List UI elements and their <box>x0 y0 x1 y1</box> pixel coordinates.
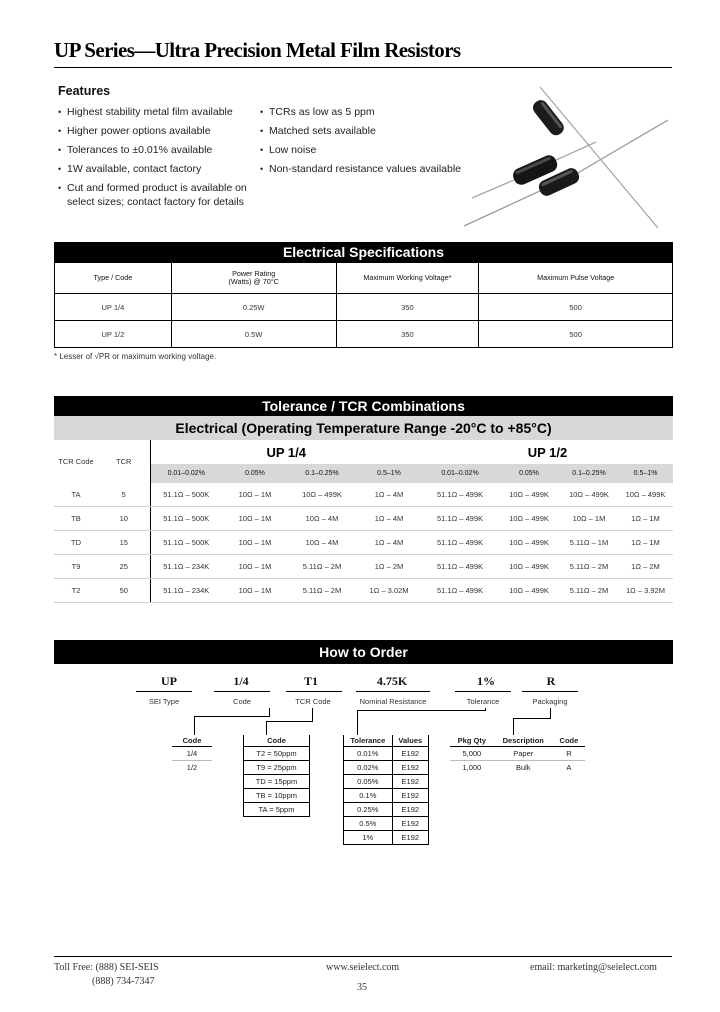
power-rating-header: Power Rating <box>232 269 276 278</box>
order-label-code: Code <box>233 697 251 706</box>
table-cell: 350 <box>336 294 479 321</box>
table-cell: 500 <box>479 321 673 348</box>
connector-line <box>513 718 514 735</box>
table-cell: 0.1% <box>344 789 393 803</box>
page-title: UP Series—Ultra Precision Metal Film Resistors <box>54 38 461 62</box>
table-cell: T2 = 50ppm <box>244 747 310 761</box>
table-row <box>172 761 212 775</box>
column-header <box>171 263 336 294</box>
order-label-resistance: Nominal Resistance <box>359 697 427 706</box>
connector-line <box>357 710 485 711</box>
column-header: Code <box>244 735 310 747</box>
tolerance-header: 0.1–0.25% <box>560 464 618 483</box>
column-header: Type / Code <box>55 263 172 294</box>
table-row <box>244 761 310 775</box>
table-row <box>244 803 310 817</box>
table-cell: 10Ω – 1M <box>222 555 288 579</box>
column-header: Maximum Pulse Voltage <box>479 263 673 294</box>
table-cell: TA <box>54 483 98 507</box>
table-row <box>54 579 673 603</box>
table-cell: 1Ω – 2M <box>618 555 673 579</box>
connector-line <box>194 716 270 717</box>
order-label-packaging: Packaging <box>532 697 568 706</box>
column-header: Code <box>553 735 585 747</box>
how-to-order-title: How to Order <box>54 640 673 664</box>
table-cell: 51.1Ω – 499K <box>422 507 498 531</box>
table-cell: 51.1Ω – 499K <box>422 531 498 555</box>
table-row <box>244 775 310 789</box>
table-cell: 1Ω – 4M <box>356 507 422 531</box>
table-cell: 1Ω – 3.02M <box>356 579 422 603</box>
table-cell: 1/2 <box>186 763 198 772</box>
table-cell: 51.1Ω – 499K <box>422 555 498 579</box>
table-cell: 10Ω – 1M <box>222 507 288 531</box>
table-cell: E192 <box>392 831 428 845</box>
list-item: • TCRs as low as 5 ppm <box>260 103 470 122</box>
table-cell: 1Ω – 3.92M <box>618 579 673 603</box>
order-label-type: SEI Type <box>148 697 180 706</box>
order-underline <box>522 691 578 692</box>
table-cell: TB <box>54 507 98 531</box>
list-item: • Non-standard resistance values available <box>260 160 470 179</box>
table-row <box>244 789 310 803</box>
tcr-combinations-title: Tolerance / TCR Combinations <box>54 396 673 416</box>
column-header: Tolerance <box>344 735 393 747</box>
electrical-specs-title: Electrical Specifications <box>54 242 673 262</box>
table-cell: Bulk <box>515 763 531 772</box>
column-header: Maximum Working Voltage* <box>336 263 479 294</box>
order-label-tolerance: Tolerance <box>466 697 500 706</box>
table-cell: 5 <box>98 483 150 507</box>
table-cell: 51.1Ω – 499K <box>422 483 498 507</box>
table-row <box>344 775 429 789</box>
table-cell: UP 1/2 <box>55 321 172 348</box>
table-cell: 0.01% <box>344 747 393 761</box>
order-code-tolerance: 1% <box>477 674 495 688</box>
table-row <box>344 747 429 761</box>
tcr-code-header: TCR Code <box>58 457 94 466</box>
connector-line <box>266 721 267 735</box>
table-cell: T2 <box>54 579 98 603</box>
table-cell: 1Ω – 2M <box>356 555 422 579</box>
table-cell: 0.02% <box>344 761 393 775</box>
tolerance-header: 0.05% <box>222 464 288 483</box>
table-row <box>344 831 429 845</box>
table-row <box>54 507 673 531</box>
table-cell: 25 <box>98 555 150 579</box>
features-left-list <box>58 103 258 209</box>
order-code-tcr: T1 <box>303 674 318 688</box>
size-code-table <box>172 735 212 774</box>
connector-line <box>513 718 551 719</box>
table-row <box>55 294 673 321</box>
tolerance-header: 0.01–0.02% <box>150 464 222 483</box>
table-cell: 1Ω – 4M <box>356 531 422 555</box>
title-rule <box>54 67 672 68</box>
resistor-photo <box>462 78 674 228</box>
table-cell: 51.1Ω – 500K <box>150 483 222 507</box>
list-item: • Tolerances to ±0.01% available <box>58 141 258 160</box>
tolerance-header: 0.5–1% <box>618 464 673 483</box>
column-header: Pkg Qty <box>450 735 494 747</box>
table-cell: TD <box>54 531 98 555</box>
order-code-resistance: 4.75K <box>376 674 408 688</box>
table-cell: 51.1Ω – 499K <box>422 579 498 603</box>
tolerance-header: 0.01–0.02% <box>422 464 498 483</box>
table-cell: 15 <box>98 531 150 555</box>
table-cell: 1Ω – 4M <box>356 483 422 507</box>
table-cell: 10 <box>98 507 150 531</box>
table-cell: TD = 15ppm <box>244 775 310 789</box>
features-right-list <box>260 103 470 179</box>
table-cell: 1Ω – 1M <box>618 507 673 531</box>
tcr-subtitle: Electrical (Operating Temperature Range -20°C to +85°C) <box>54 416 673 440</box>
connector-line <box>194 716 195 735</box>
table-cell: E192 <box>392 803 428 817</box>
order-code-packaging: R <box>546 674 556 688</box>
page-number: 35 <box>357 982 367 993</box>
table-cell: A <box>566 763 572 772</box>
table-cell: 1Ω – 1M <box>618 531 673 555</box>
table-row <box>54 531 673 555</box>
table-cell: E192 <box>392 817 428 831</box>
table-cell: 51.1Ω – 234K <box>150 579 222 603</box>
table-cell: 10Ω – 4M <box>288 531 356 555</box>
table-cell: 10Ω – 499K <box>498 531 560 555</box>
table-cell: 10Ω – 499K <box>618 483 673 507</box>
connector-line <box>312 708 313 722</box>
table-cell: TB = 10ppm <box>244 789 310 803</box>
table-cell: 0.5% <box>344 817 393 831</box>
order-code-type: UP <box>161 674 177 688</box>
table-cell: UP 1/4 <box>55 294 172 321</box>
table-cell: 5.11Ω – 1M <box>560 531 618 555</box>
order-underline <box>356 691 430 692</box>
table-row <box>172 747 212 761</box>
table-cell: 10Ω – 1M <box>560 507 618 531</box>
table-cell: 5.11Ω – 2M <box>288 555 356 579</box>
table-row <box>450 747 585 761</box>
list-item: • Matched sets available <box>260 122 470 141</box>
list-item: • Highest stability metal film available <box>58 103 258 122</box>
list-item <box>58 179 258 209</box>
table-cell: 0.5W <box>171 321 336 348</box>
table-cell: 10Ω – 499K <box>498 507 560 531</box>
table-row <box>344 761 429 775</box>
tolerance-table <box>343 735 429 845</box>
table-row <box>344 789 429 803</box>
table-row <box>54 555 673 579</box>
up12-group-header: UP 1/2 <box>527 444 568 460</box>
table-cell: E192 <box>392 761 428 775</box>
table-cell: 51.1Ω – 234K <box>150 555 222 579</box>
table-cell: TA = 5ppm <box>258 805 295 814</box>
table-cell: 5,000 <box>450 747 494 761</box>
table-row <box>344 817 429 831</box>
connector-line <box>269 708 270 717</box>
table-cell: 10Ω – 1M <box>222 531 288 555</box>
list-item: • Higher power options available <box>58 122 258 141</box>
table-cell: 500 <box>479 294 673 321</box>
power-rating-subheader: (Watts) @ 70°C <box>228 277 279 286</box>
table-row <box>54 483 673 507</box>
table-cell: 1,000 <box>462 763 482 772</box>
table-cell: 0.05% <box>344 775 393 789</box>
order-underline <box>136 691 192 692</box>
table-cell: 50 <box>98 579 150 603</box>
table-cell: E192 <box>392 789 428 803</box>
list-item-cont: select sizes; contact factory for details <box>67 196 244 208</box>
up14-group-header: UP 1/4 <box>266 444 306 460</box>
table-cell: T9 <box>54 555 98 579</box>
order-code-size: 1/4 <box>233 674 249 688</box>
table-row <box>450 761 585 775</box>
table-row <box>244 747 310 761</box>
table-cell: 1% <box>362 833 374 842</box>
list-item-text: Cut and formed product is available on <box>67 182 247 194</box>
packaging-table <box>450 735 585 774</box>
table-cell: 51.1Ω – 500K <box>150 507 222 531</box>
footer-website[interactable]: www.seielect.com <box>326 962 400 973</box>
footer-phone: (888) 734-7347 <box>92 976 155 987</box>
column-header: Description <box>494 735 553 747</box>
table-cell: 10Ω – 499K <box>498 555 560 579</box>
table-cell: 10Ω – 4M <box>288 507 356 531</box>
table-cell: 51.1Ω – 500K <box>150 531 222 555</box>
table-cell: 5.11Ω – 2M <box>560 555 618 579</box>
table-cell: 5.11Ω – 2M <box>560 579 618 603</box>
table-cell: 1/4 <box>172 747 212 761</box>
table-cell: 0.25% <box>344 803 393 817</box>
tcr-combinations-table <box>54 440 673 603</box>
table-cell: 0.25W <box>171 294 336 321</box>
footer-email[interactable]: email: marketing@seielect.com <box>530 962 657 973</box>
table-cell: 10Ω – 499K <box>498 579 560 603</box>
table-cell: Paper <box>494 747 553 761</box>
electrical-footnote: * Lesser of √PR or maximum working voltage. <box>54 352 217 361</box>
order-underline <box>214 691 270 692</box>
table-cell: T9 = 25ppm <box>244 761 310 775</box>
table-cell: 350 <box>336 321 479 348</box>
order-label-tcr: TCR Code <box>295 697 331 706</box>
tolerance-header: 0.05% <box>498 464 560 483</box>
table-row <box>344 803 429 817</box>
electrical-specs-table <box>54 262 673 348</box>
column-header: Code <box>172 735 212 747</box>
footer-rule <box>54 956 672 957</box>
list-item: • Low noise <box>260 141 470 160</box>
tcr-code-table <box>243 735 310 817</box>
table-cell: 10Ω – 1M <box>222 579 288 603</box>
connector-line <box>485 708 486 711</box>
table-row <box>55 321 673 348</box>
footer-toll-free: Toll Free: (888) SEI-SEIS <box>54 962 159 973</box>
connector-line <box>357 710 358 735</box>
connector-line <box>266 721 313 722</box>
column-header: Values <box>392 735 428 747</box>
table-cell: R <box>553 747 585 761</box>
table-cell: E192 <box>392 775 428 789</box>
table-cell: 10Ω – 499K <box>560 483 618 507</box>
connector-line <box>550 708 551 719</box>
order-underline <box>455 691 511 692</box>
tcr-header: TCR <box>98 440 150 483</box>
table-cell: 10Ω – 499K <box>498 483 560 507</box>
order-underline <box>286 691 342 692</box>
table-cell: 5.11Ω – 2M <box>288 579 356 603</box>
table-cell: 10Ω – 1M <box>222 483 288 507</box>
table-cell: E192 <box>392 747 428 761</box>
tolerance-header: 0.5–1% <box>356 464 422 483</box>
tolerance-header: 0.1–0.25% <box>288 464 356 483</box>
features-heading: Features <box>58 84 111 98</box>
list-item: • 1W available, contact factory <box>58 160 258 179</box>
table-cell: 10Ω – 499K <box>288 483 356 507</box>
